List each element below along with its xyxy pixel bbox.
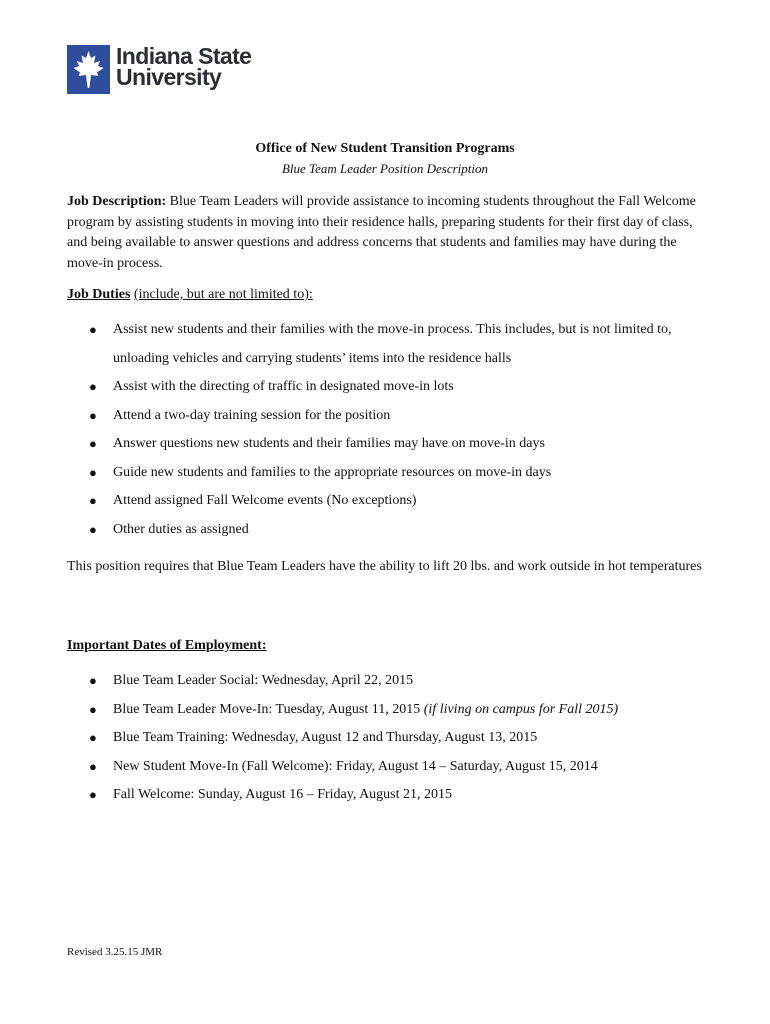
date-text: Blue Team Leader Social: Wednesday, April 22, 2015 — [113, 673, 414, 688]
revision-note: Revised 3.25.15 JMR — [67, 946, 163, 958]
list-item — [67, 402, 707, 431]
page-subtitle: Blue Team Leader Position Description — [281, 161, 489, 176]
bullet-icon: ● — [89, 758, 97, 774]
list-item — [67, 487, 707, 516]
list-item — [67, 316, 707, 373]
date-text: Blue Team Training: Wednesday, August 12 and Thursday, August 13, 2015 — [113, 730, 538, 745]
important-dates-heading — [67, 636, 707, 657]
important-dates-label: Important Dates of Employment: — [67, 638, 267, 653]
date-text: Blue Team Leader Move-In: Tuesday, August 11, 2015 — [113, 701, 424, 717]
job-duties-qualifier: (include, but are not limited to): — [133, 287, 313, 302]
bullet-icon: ● — [89, 787, 97, 802]
duty-text: Answer questions new students and their families may have on move-in days — [113, 436, 545, 451]
important-dates-list — [67, 667, 707, 810]
bullet-icon: ● — [89, 521, 97, 537]
job-description-text: Blue Team Leaders will provide assistance to incoming students throughout the Fall Welcome program by assisting students in moving into their residence halls, preparing students for their first day of class, and being available to answer questions and address concerns that students and families may have during the move-in process. — [67, 194, 696, 271]
bullet-icon: ● — [89, 322, 97, 337]
duty-text: Attend a two-day training session for the position — [113, 407, 391, 423]
list-item — [67, 516, 707, 545]
list-item — [67, 696, 707, 725]
bullet-icon: ● — [89, 436, 97, 451]
list-item — [67, 724, 707, 753]
list-item — [67, 753, 707, 782]
date-text: Fall Welcome: Sunday, August 16 – Friday, August 21, 2015 — [113, 787, 453, 802]
date-text: New Student Move-In (Fall Welcome): Friday, August 14 – Saturday, August 15, 2014 — [113, 758, 598, 774]
university-logo — [67, 45, 251, 94]
duty-text: Assist with the directing of traffic in designated move-in lots — [113, 379, 454, 394]
list-item — [67, 667, 707, 696]
maple-leaf-logo-icon — [67, 45, 110, 94]
duty-text: Attend assigned Fall Welcome events (No exceptions) — [113, 493, 417, 508]
bullet-icon: ● — [89, 379, 97, 394]
job-duties-heading — [67, 285, 707, 306]
job-duties-label: Job Duties — [67, 287, 131, 302]
logo-line-1: Indiana State — [116, 43, 252, 69]
bullet-icon: ● — [89, 464, 97, 480]
date-note: (if living on campus for Fall 2015) — [423, 701, 619, 717]
list-item — [67, 373, 707, 402]
duty-text: Assist new students and their families with the move-in process. This includes, but is not limited to, unloading vehicles and carrying students’ items into the residence halls — [113, 322, 672, 366]
job-description-label: Job Description: — [67, 194, 167, 209]
duty-text: Guide new students and families to the appropriate resources on move-in days — [113, 464, 552, 480]
bullet-icon: ● — [89, 701, 97, 717]
list-item — [67, 781, 707, 810]
job-description — [67, 192, 707, 274]
job-duties-list — [67, 316, 707, 544]
logo-line-2: University — [116, 64, 222, 90]
list-item — [67, 459, 707, 488]
requirements-paragraph: This position requires that Blue Team Leaders have the ability to lift 20 lbs. and work outside in hot temperatures — [67, 559, 702, 574]
list-item — [67, 430, 707, 459]
bullet-icon: ● — [89, 493, 97, 508]
bullet-icon: ● — [89, 407, 97, 423]
page-title: Office of New Student Transition Programs — [255, 141, 515, 156]
bullet-icon: ● — [89, 730, 97, 745]
duty-text: Other duties as assigned — [113, 521, 249, 537]
bullet-icon: ● — [89, 673, 97, 688]
